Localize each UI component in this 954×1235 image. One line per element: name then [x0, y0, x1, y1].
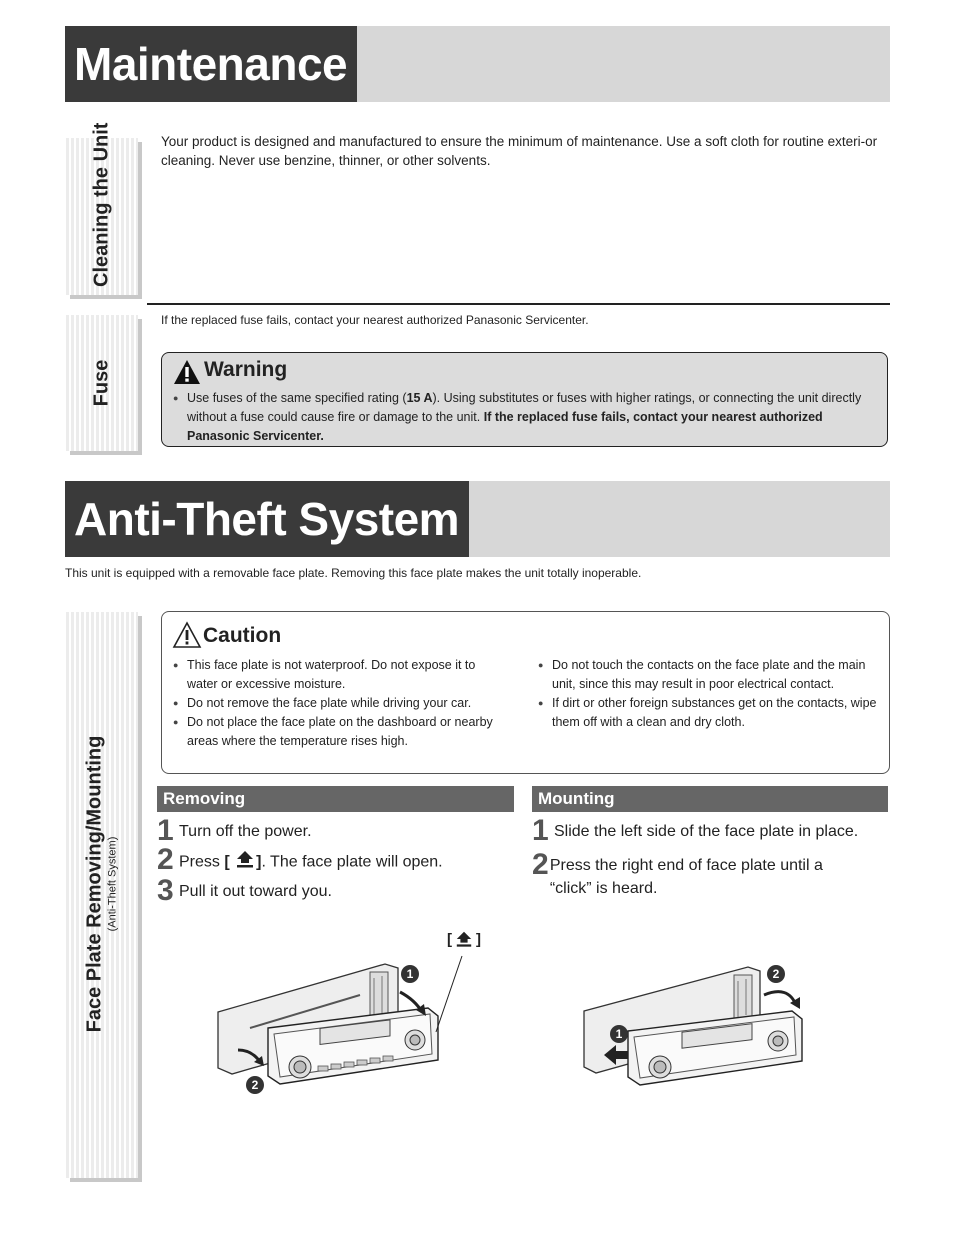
caution-item: ● Do not touch the contacts on the face plate and the main unit, since this may result in poor electrical contact. — [538, 656, 878, 694]
callout-2: 2 — [767, 965, 785, 983]
callout-2: 2 — [246, 1076, 264, 1094]
removing-step-1: 1 Turn off the power. — [157, 814, 312, 847]
maintenance-banner — [65, 26, 890, 102]
caution-box — [161, 611, 890, 774]
caution-list-right — [538, 656, 878, 732]
cleaning-text: Your product is designed and manufactured to ensure the minimum of maintenance. Use a soft cloth for routine exteri-or cleaning. Never use benzine, thinner, or other solvents. — [161, 134, 878, 168]
faceplate-tab — [66, 612, 138, 1178]
cleaning-tab-label: Cleaning the Unit — [90, 122, 113, 287]
warning-title: Warning — [204, 358, 288, 381]
caution-icon — [172, 621, 202, 654]
caution-item: ● Do not remove the face plate while driving your car. — [173, 694, 503, 713]
fuse-tab — [66, 315, 138, 451]
section-divider — [147, 303, 890, 305]
warning-box — [161, 352, 888, 447]
eject-icon — [234, 849, 256, 876]
removing-step-3: 3 Pull it out toward you. — [157, 874, 332, 907]
caution-list-left — [173, 656, 503, 751]
caution-item: ● This face plate is not waterproof. Do not expose it to water or excessive moisture. — [173, 656, 503, 694]
antitheft-title: Anti-Theft System — [65, 481, 469, 557]
antitheft-intro: This unit is equipped with a removable face plate. Removing this face plate makes the unit totally inoperable. — [65, 566, 642, 580]
fuse-tab-label: Fuse — [90, 359, 113, 407]
callout-1: 1 — [610, 1025, 628, 1043]
fuse-text: If the replaced fuse fails, contact your nearest authorized Panasonic Servicenter. — [161, 313, 589, 327]
callout-1: 1 — [401, 965, 419, 983]
figure-button-label: [ ] — [447, 930, 481, 948]
faceplate-tab-label: Face Plate Removing/Mounting (Anti-Theft System) — [85, 724, 120, 1044]
mounting-step-1: 1 Slide the left side of the face plate in place. — [532, 814, 859, 847]
mounting-step-2: 2 Press the right end of face plate until a “click” is heard. — [532, 848, 823, 897]
faceplate-tab-sublabel: (Anti-Theft System) — [106, 836, 119, 932]
caution-item: ● If dirt or other foreign substances get on the contacts, wipe them off with a clean and dry cloth. — [538, 694, 878, 732]
warning-list — [173, 389, 873, 446]
eject-icon — [454, 930, 474, 948]
warning-item: ● Use fuses of the same specified rating (15 A). Using substitutes or fuses with higher ratings, or connecting the unit directly without a fuse could cause fire or damage to the unit. If the replaced fuse fails, contact your nearest authorized Panasonic Servicenter. — [173, 389, 873, 446]
caution-title: Caution — [203, 624, 282, 647]
antitheft-banner — [65, 481, 890, 557]
caution-item: ● Do not place the face plate on the dashboard or nearby areas where the temperature rises high. — [173, 713, 503, 751]
removing-step-2: 2 Press [ ]. The face plate will open. — [157, 843, 443, 876]
mounting-heading: Mounting — [532, 786, 888, 812]
removing-heading: Removing — [157, 786, 514, 812]
cleaning-tab — [66, 122, 138, 295]
maintenance-title: Maintenance — [65, 26, 357, 102]
warning-icon — [172, 358, 202, 391]
